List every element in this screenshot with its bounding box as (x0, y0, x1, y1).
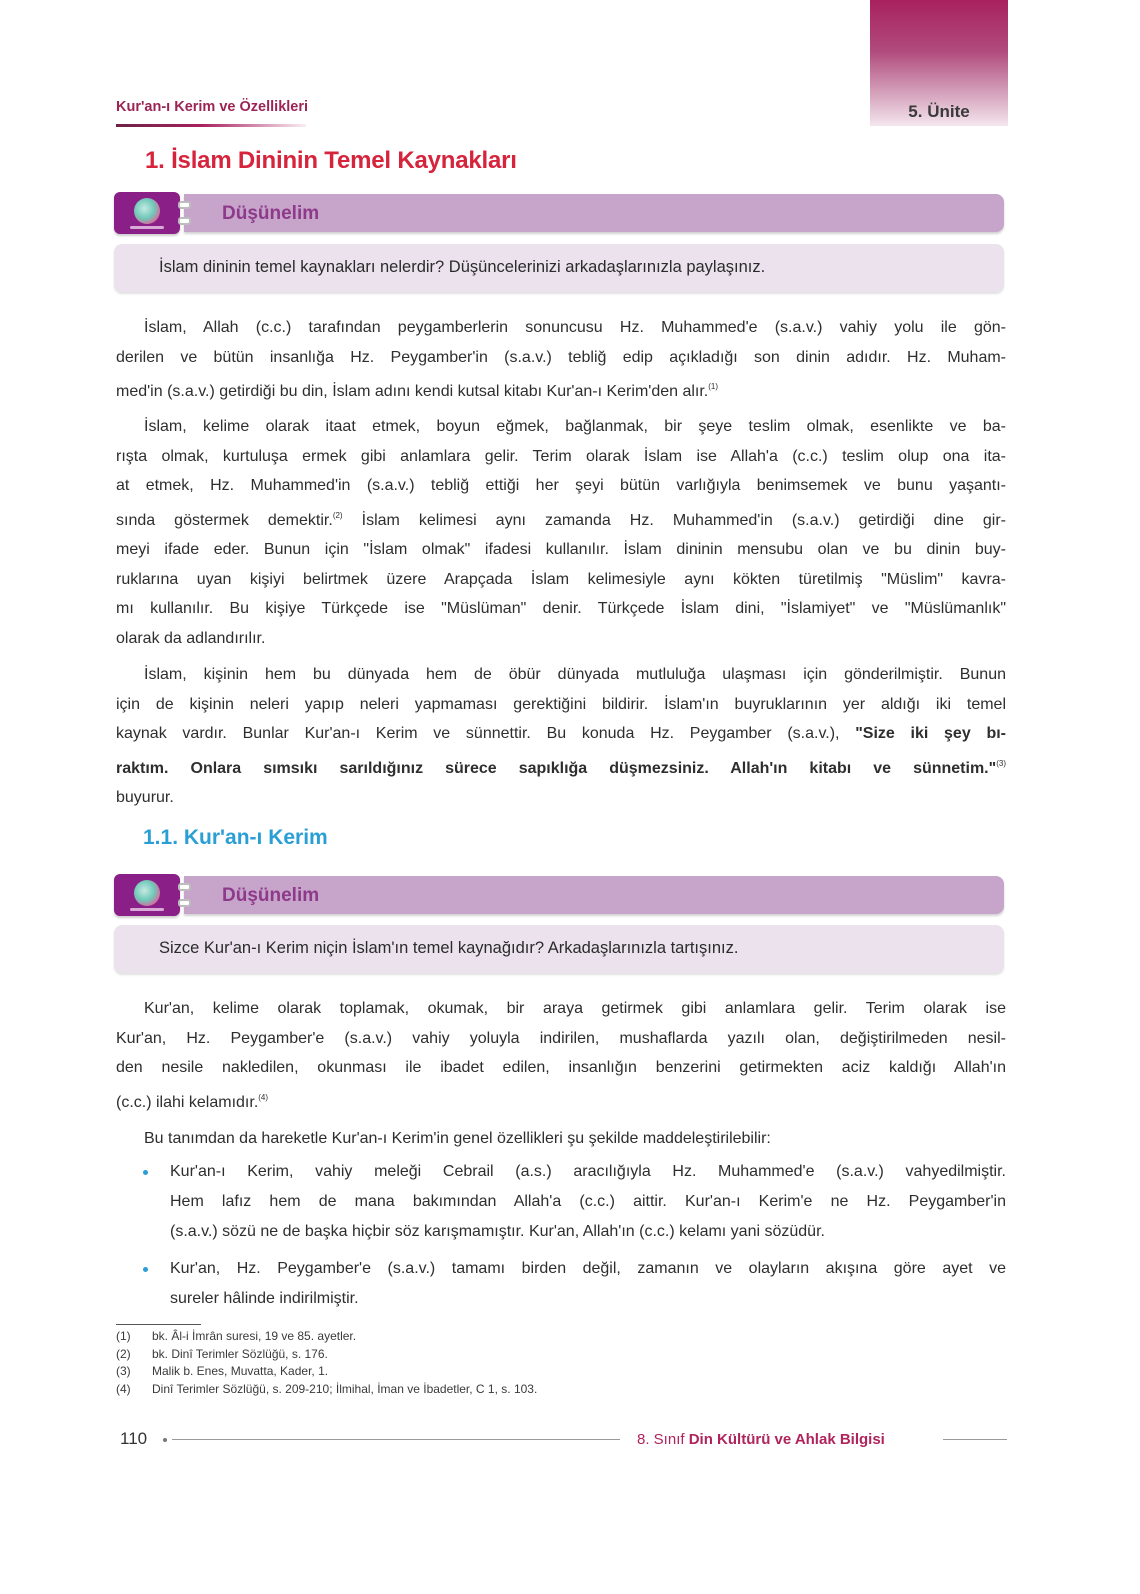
footnote (116, 1328, 537, 1346)
text-line: rışta olmak, kurtuluşa ermek gibi anlamlara gelir. Terim olarak İslam ise Allah'a (c.c.) teslim olup ona ita- (116, 447, 1006, 465)
chapter-underline (116, 124, 306, 127)
book-title: 8. Sınıf Din Kültürü ve Ahlak Bilgisi (637, 1431, 885, 1448)
text-line: Kur'an, Hz. Peygamber'e (s.a.v.) vahiy yoluyla indirilen, mushaflarda yazılı olan, değiştirilmeden nesil- (116, 1029, 1006, 1047)
paragraph-2 (116, 412, 1006, 653)
text-line: Bu tanımdan da hareketle Kur'an-ı Kerim'in genel özellikleri şu şekilde maddeleştirilebilir: (144, 1130, 771, 1147)
text-line: meyi ifade eder. Bunun için "İslam olmak" ifadesi kullanılır. İslam dininin mensubu olan ve bu dinin buy- (116, 541, 1006, 558)
footer-rule (172, 1439, 620, 1440)
text-line: olarak da adlandırılır. (116, 629, 266, 647)
footnotes (116, 1328, 537, 1398)
section-title: 1. İslam Dininin Temel Kaynakları (145, 147, 517, 174)
paragraph-4 (116, 994, 1006, 1117)
footnote-number: (1) (116, 1329, 131, 1343)
binder-rings-icon (178, 199, 188, 227)
footer-dot (163, 1438, 167, 1442)
text-line: ruklarına uyan kişiyi belirtmek üzere Arapçada İslam kelimesiyle aynı kökten türetilmiş "Müslim" kavra- (116, 570, 1006, 588)
page-number: 110 (120, 1429, 148, 1448)
text-line: Kur'an, Hz. Peygamber'e (s.a.v.) tamamı birden değil, zamanın ve olayların akışına göre ayet ve (170, 1260, 1006, 1277)
text-line: den nesile nakledilen, okunması ile ibadet edilen, insanlığın benzerini getirmekten aciz kaldığı Allah'ın (116, 1059, 1006, 1076)
unit-label: 5. Ünite (908, 102, 970, 121)
paragraph-intro (116, 1124, 1006, 1154)
feature-list (140, 1157, 1006, 1321)
text-line: kaynak vardır. Bunlar Kur'an-ı Kerim ve sünnettir. Bu konuda Hz. Peygamber (s.a.v.), "Size iki şey bı- (116, 725, 1006, 742)
footnote-divider (116, 1324, 201, 1325)
bullet-icon (143, 1267, 148, 1272)
subsection-title: 1.1. Kur'an-ı Kerim (143, 826, 328, 849)
text-line: için de kişinin neleri yapıp neleri yapmaması gerektiğini bildirir. İslam'ın buyruklarının yer aldığı iki temel (116, 695, 1006, 713)
think-banner (114, 192, 1004, 234)
footnote (116, 1346, 537, 1364)
binder-rings-icon (178, 881, 188, 909)
paragraph-1 (116, 313, 1006, 407)
footnote-text: bk. Dinî Terimler Sözlüğü, s. 176. (152, 1346, 328, 1361)
text-line: sında göstermek demektir.$^{(2)}$ İslam kelimesi aynı zamanda Hz. Muhammed'in (s.a.v.) getirdiği dine gir- (116, 510, 1007, 529)
text-line: Kur'an, kelime olarak toplamak, okumak, bir araya getirmek gibi anlamlara gelir. Terim olarak ise (144, 1000, 1006, 1017)
footnote-text: Malik b. Enes, Muvatta, Kader, 1. (152, 1364, 329, 1378)
hadith-quote: raktım. Onlara sımsıkı sarıldığınız sürece sapıklığa düşmezsiniz. Allah'ın kitabı ve sünnetim." (116, 759, 997, 777)
footnote-ref[interactable]: (4) (258, 1092, 269, 1102)
text-line (116, 749, 1006, 784)
text-line: (s.a.v.) sözü ne de başka hiçbir söz karışmamıştır. Kur'an, Allah'ın (c.c.) kelamı yani sözüdür. (170, 1223, 825, 1240)
think-label: Düşünelim (222, 203, 320, 224)
footnote (116, 1381, 537, 1399)
think-question: İslam dininin temel kaynakları nelerdir? Düşüncelerinizi arkadaşlarınızla paylaşınız. (159, 258, 766, 276)
footnote-number: (3) (116, 1364, 131, 1378)
footnote-ref[interactable]: (1) (708, 382, 719, 391)
text-line: mı kullanılır. Bu kişiye Türkçede ise "Müslüman" denir. Türkçede İslam dini, "İslamiyet" ve "Müslümanlık" (116, 600, 1006, 617)
text-line: at etmek, Hz. Muhammed'in (s.a.v.) tebliğ ettiği her şeyi bütün varlığıyla benimsemek ve bunu yaşantı- (116, 477, 1006, 494)
text-line: sureler hâlinde indirilmiştir. (170, 1290, 359, 1307)
text-line: med'in (s.a.v.) getirdiği bu din, İslam adını kendi kutsal kitabı Kur'an-ı Kerim'den alır.$^{(1)}$ (116, 382, 719, 400)
footnote-ref[interactable]: (3) (996, 758, 1006, 768)
text-line: Hem lafız hem de mana bakımından Allah'a (c.c.) aittir. Kur'an-ı Kerim'e ne Hz. Peygamber'in (170, 1193, 1006, 1210)
footnote (116, 1363, 537, 1381)
text-line: (c.c.) ilahi kelamıdır.$^{(4)}$ (116, 1092, 269, 1111)
text-line: İslam, Allah (c.c.) tarafından peygamberlerin sonuncusu Hz. Muhammed'e (s.a.v.) vahiy yolu ile gön- (144, 319, 1006, 336)
footnote-number: (2) (116, 1346, 131, 1361)
text-line: İslam, kişinin hem bu dünyada hem de öbür dünyada mutluluğa ulaşması için gönderilmiştir. Bunun (144, 666, 1006, 683)
text-line: Kur'an-ı Kerim, vahiy meleği Cebrail (a.s.) aracılığıyla Hz. Muhammed'e (s.a.v.) vahyedilmiştir. (170, 1163, 1006, 1180)
text-line: İslam, kelime olarak itaat etmek, boyun eğmek, bağlanmak, bir şeye teslim olmak, esenlikte ve ba- (144, 418, 1006, 435)
footnote-text: bk. Âl-i İmrân suresi, 19 ve 85. ayetler. (152, 1329, 357, 1343)
hadith-quote: "Size iki şey bı- (855, 725, 1006, 742)
think-question-box (114, 244, 1004, 292)
text-line: buyurur. (116, 789, 174, 806)
footnote-text: Dinî Terimler Sözlüğü, s. 209-210; İlmihal, İman ve İbadetler, C 1, s. 103. (152, 1381, 538, 1396)
chapter-title: Kur'an-ı Kerim ve Özellikleri (116, 99, 309, 115)
text-line: derilen ve bütün insanlığa Hz. Peygamber'in (s.a.v.) tebliğ edip açıkladığı son dinin adıdır. Hz. Muham- (116, 348, 1006, 366)
unit-tab (870, 0, 1008, 126)
think-question-box (114, 925, 1004, 973)
footnote-ref[interactable]: (2) (332, 510, 343, 520)
footer-rule (943, 1439, 1007, 1440)
bullet-icon (143, 1170, 148, 1175)
think-globe-icon (114, 192, 180, 234)
think-banner (114, 874, 1004, 916)
paragraph-3 (116, 660, 1006, 813)
think-globe-icon (114, 874, 180, 916)
list-item (140, 1254, 1006, 1314)
think-label: Düşünelim (222, 885, 320, 906)
list-item (140, 1157, 1006, 1247)
think-question: Sizce Kur'an-ı Kerim niçin İslam'ın temel kaynağıdır? Arkadaşlarınızla tartışınız. (159, 939, 739, 957)
footnote-number: (4) (116, 1381, 131, 1396)
